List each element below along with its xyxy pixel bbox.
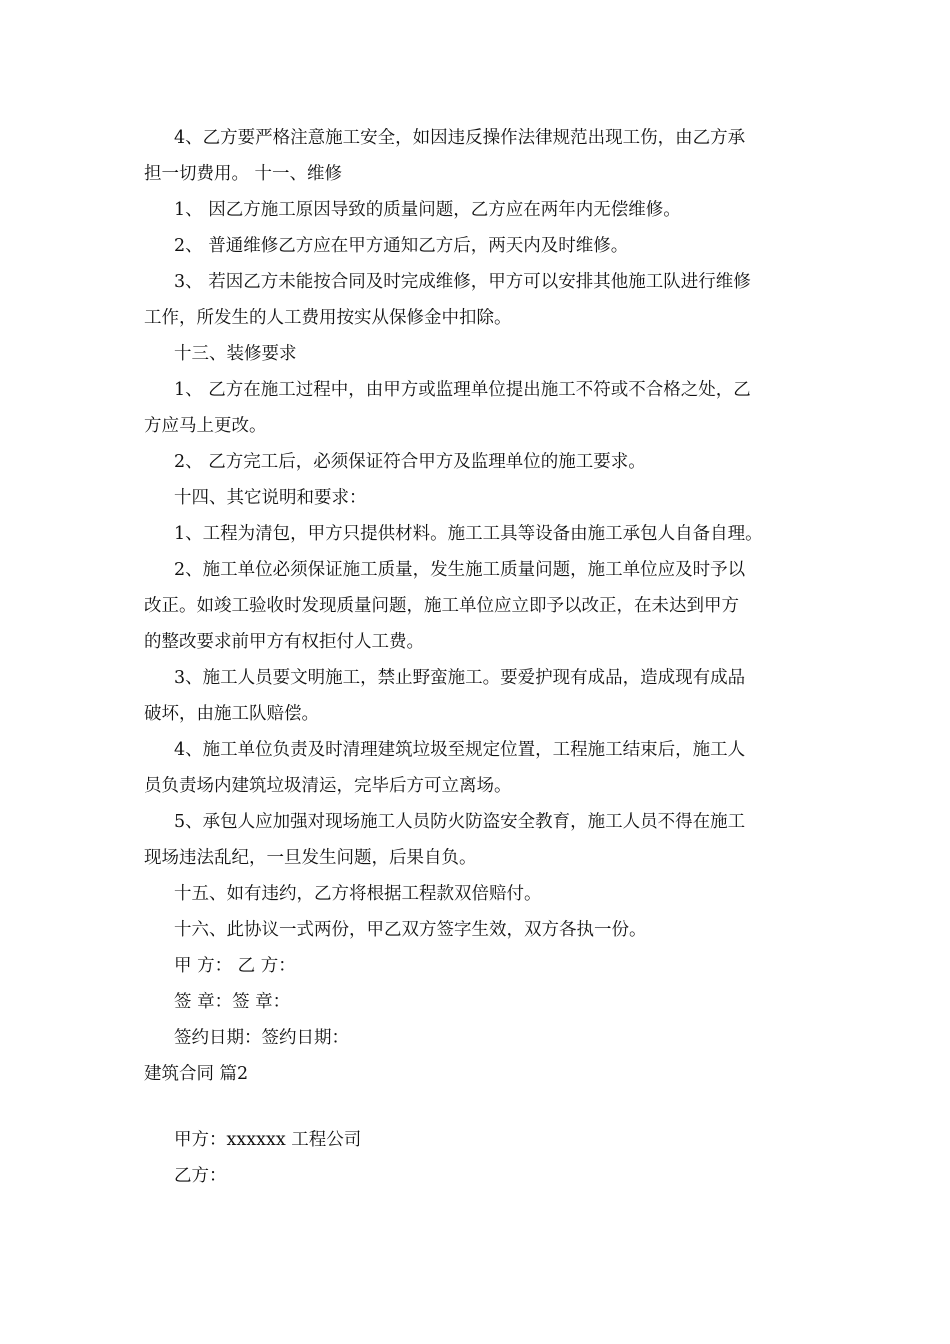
text-line: 2、施工单位必须保证施工质量，发生施工质量问题，施工单位应及时予以: [174, 560, 746, 580]
text-line: 2、 普通维修乙方应在甲方通知乙方后，两天内及时维修。: [174, 236, 629, 256]
text-line: 1、 因乙方施工原因导致的质量问题，乙方应在两年内无偿维修。: [174, 200, 681, 220]
text-line: 3、施工人员要文明施工，禁止野蛮施工。要爱护现有成品，造成现有成品: [174, 668, 746, 688]
text-line: 十六、此协议一式两份，甲乙双方签字生效，双方各执一份。: [174, 920, 647, 940]
text-line: 方应马上更改。: [144, 416, 267, 436]
contract-title: 建筑合同 篇2: [144, 1064, 249, 1084]
text-line: 十五、如有违约，乙方将根据工程款双倍赔付。: [174, 884, 542, 904]
text-line: 现场违法乱纪，一旦发生问题，后果自负。: [144, 848, 477, 868]
signature-seal-line: 签 章：签 章：: [174, 992, 291, 1012]
text-line: 2、 乙方完工后，必须保证符合甲方及监理单位的施工要求。: [174, 452, 646, 472]
signature-parties-line: 甲 方： 乙 方：: [174, 956, 296, 976]
signature-date-line: 签约日期：签约日期：: [174, 1028, 349, 1048]
text-line: 3、 若因乙方未能按合同及时完成维修，甲方可以安排其他施工队进行维修: [174, 272, 751, 292]
text-line: 1、工程为清包，甲方只提供材料。施工工具等设备由施工承包人自备自理。: [174, 524, 763, 544]
party-a-line: 甲方：xxxxxx 工程公司: [174, 1130, 362, 1150]
text-line: 4、施工单位负责及时清理建筑垃圾至规定位置，工程施工结束后，施工人: [174, 740, 746, 760]
section-heading: 十三、装修要求: [174, 344, 297, 364]
text-line: 员负责场内建筑垃圾清运，完毕后方可立离场。: [144, 776, 512, 796]
party-b-line: 乙方：: [174, 1166, 227, 1186]
section-heading: 十四、其它说明和要求：: [174, 488, 367, 508]
text-line: 5、承包人应加强对现场施工人员防火防盗安全教育，施工人员不得在施工: [174, 812, 746, 832]
text-line: 担一切费用。 十一、维修: [144, 164, 343, 184]
text-line: 4、乙方要严格注意施工安全，如因违反操作法律规范出现工伤，由乙方承: [174, 128, 746, 148]
text-line: 1、 乙方在施工过程中，由甲方或监理单位提出施工不符或不合格之处，乙: [174, 380, 751, 400]
text-line: 的整改要求前甲方有权拒付人工费。: [144, 632, 424, 652]
text-line: 破坏，由施工队赔偿。: [144, 704, 319, 724]
text-line: 改正。如竣工验收时发现质量问题，施工单位应立即予以改正，在未达到甲方: [144, 596, 739, 616]
text-line: 工作，所发生的人工费用按实从保修金中扣除。: [144, 308, 512, 328]
